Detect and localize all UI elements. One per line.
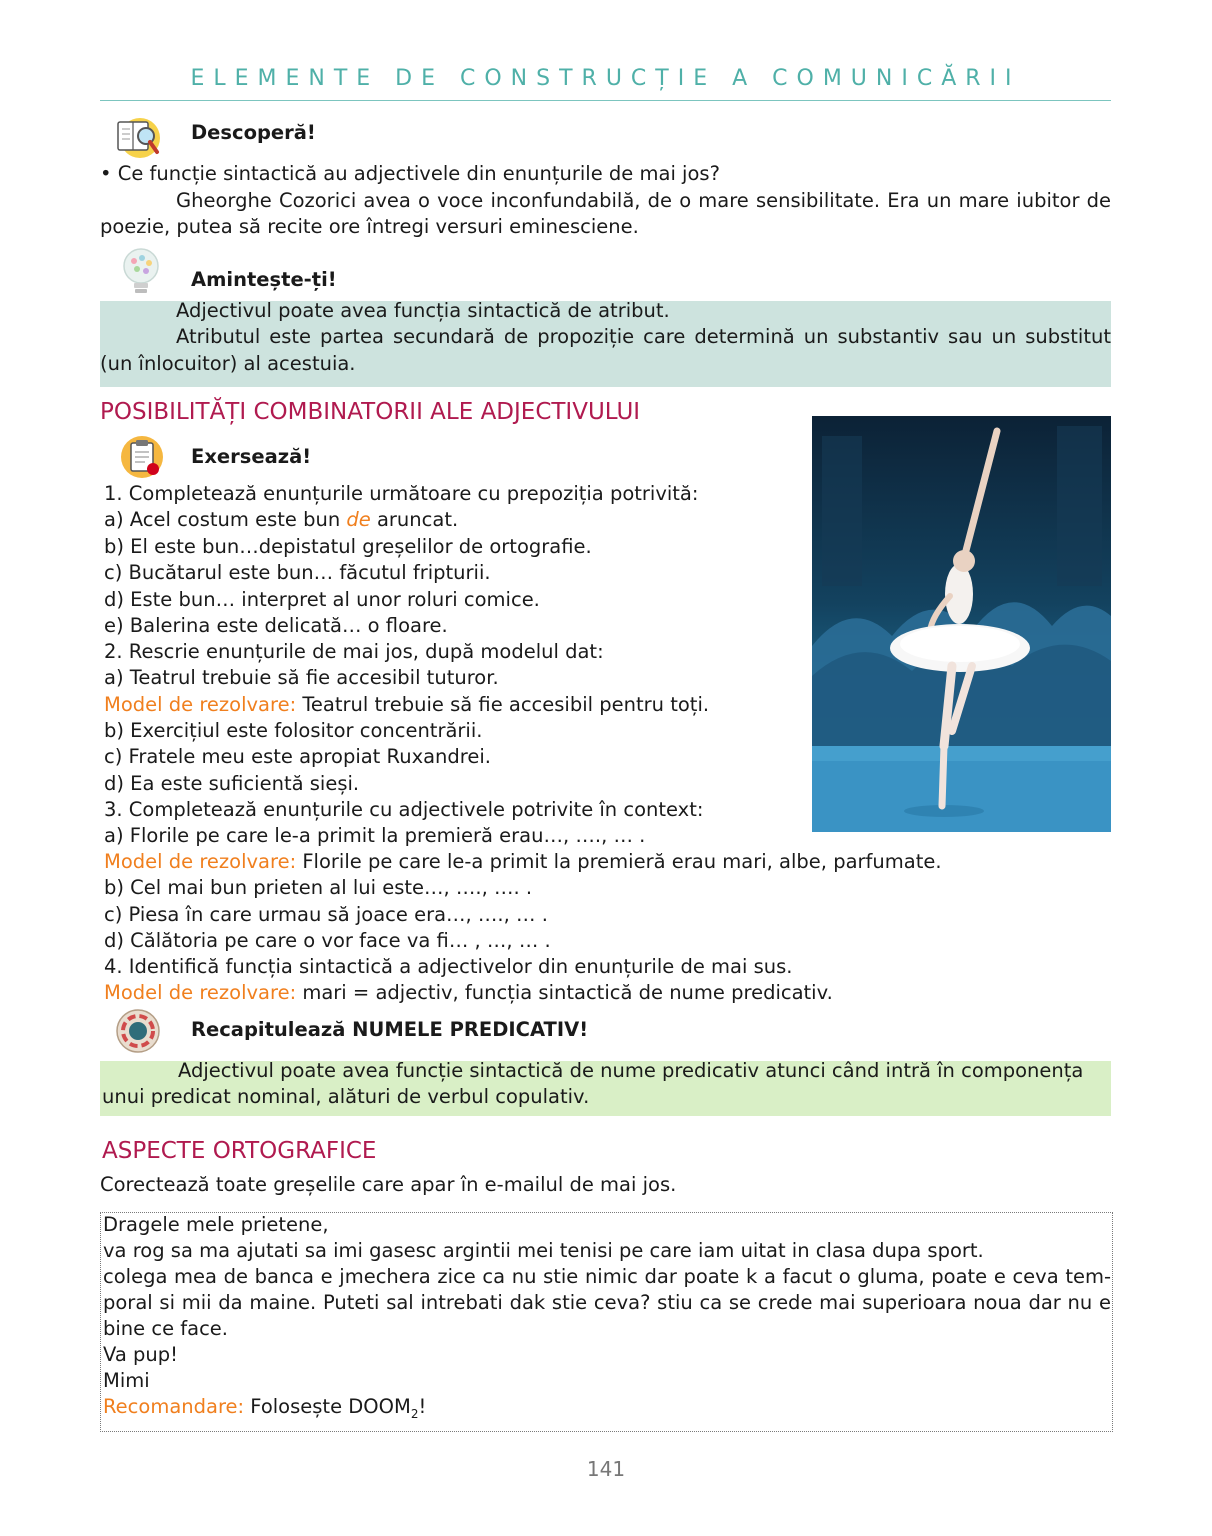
ex3-b: b) Cel mai bun prieten al lui este…, …., …. . bbox=[104, 876, 533, 899]
ortografice-instruction: Corectează toate greșelile care apar în e-mailul de mai jos. bbox=[100, 1173, 677, 1196]
ex1-e: e) Balerina este delicată… o floare. bbox=[104, 614, 448, 637]
aminteste-line3: (un înlocuitor) al acestuia. bbox=[100, 352, 356, 375]
recommend-end: ! bbox=[418, 1395, 427, 1418]
ex4-title: 4. Identifică funcția sintactică a adjectivelor din enunțurile de mai sus. bbox=[104, 955, 793, 978]
ex3-c: c) Piesa în care urmau să joace era…, …., … . bbox=[104, 903, 548, 926]
lightbulb-icon bbox=[120, 247, 162, 299]
email-line5: bine ce face. bbox=[103, 1317, 228, 1340]
section-title-combinatorii: POSIBILITĂȚI COMBINATORII ALE ADJECTIVULUI bbox=[100, 399, 641, 425]
aminteste-title: Amintește-ți! bbox=[191, 268, 337, 291]
ex1-b: b) El este bun…depistatul greșelilor de ortografie. bbox=[104, 535, 592, 558]
ex2-model bbox=[104, 692, 709, 719]
descopera-text-line1: Gheorghe Cozorici avea o voce inconfundabilă, de o mare sensibilitate. Era un mare iubitor de bbox=[176, 189, 1111, 212]
ex2-b: b) Exercițiul este folositor concentrării. bbox=[104, 719, 483, 742]
recapituleaza-title: Recapitulează NUMELE PREDICATIV! bbox=[191, 1018, 589, 1041]
email-line1: Dragele mele prietene, bbox=[103, 1213, 329, 1236]
descopera-question: • Ce funcție sintactică au adjectivele din enunțurile de mai jos? bbox=[100, 162, 720, 185]
descopera-title: Descoperă! bbox=[191, 121, 316, 144]
model-label: Model de rezolvare: bbox=[104, 850, 297, 873]
recapituleaza-line1: Adjectivul poate avea funcție sintactică de nume predicativ atunci când intră în componența bbox=[178, 1059, 1084, 1082]
ex2-title: 2. Rescrie enunțurile de mai jos, după modelul dat: bbox=[104, 640, 604, 663]
section-title-ortografice: ASPECTE ORTOGRAFICE bbox=[102, 1138, 377, 1164]
aminteste-line1: Adjectivul poate avea funcția sintactică de atribut. bbox=[176, 299, 670, 322]
ex3-title: 3. Completează enunțurile cu adjectivele potrivite în context: bbox=[104, 798, 704, 821]
descopera-text-line2: poezie, putea să recite ore întregi versuri eminesciene. bbox=[100, 215, 639, 238]
email-recommend bbox=[103, 1394, 426, 1427]
recommend-sub: 2 bbox=[410, 1406, 419, 1421]
ex3-model bbox=[104, 849, 942, 876]
email-line3: colega mea de banca e jmechera zice ca nu stie nimic dar poate k a facut o gluma, poate e ceva tem- bbox=[103, 1265, 1111, 1288]
page-number: 141 bbox=[586, 1457, 626, 1481]
ex3-a: a) Florile pe care le-a primit la premieră erau…, …., … . bbox=[104, 824, 646, 847]
ex2-model-text: Teatrul trebuie să fie accesibil pentru toți. bbox=[296, 693, 710, 716]
ex1-d: d) Este bun… interpret al unor roluri comice. bbox=[104, 588, 540, 611]
header-divider bbox=[100, 100, 1111, 101]
recommend-text: Folosește DOOM bbox=[244, 1395, 411, 1418]
ex4-model bbox=[104, 980, 833, 1007]
recapituleaza-line2: unui predicat nominal, alături de verbul copulativ. bbox=[102, 1085, 590, 1108]
ex3-model-text: Florile pe care le-a primit la premieră erau mari, albe, parfumate. bbox=[296, 850, 942, 873]
ballerina-photo bbox=[812, 416, 1111, 832]
ex1-a-answer: de bbox=[346, 508, 371, 531]
clipboard-icon bbox=[120, 434, 166, 480]
ex2-d: d) Ea este suficientă sieși. bbox=[104, 772, 360, 795]
email-line4: poral si mii da maine. Puteti sal intrebati dak stie ceva? stiu ca se crede mai superioara noua dar nu e bbox=[103, 1291, 1111, 1314]
aminteste-line2: Atributul este partea secundară de propoziție care determină un substantiv sau un substitut bbox=[176, 325, 1111, 348]
running-header: ELEMENTE DE CONSTRUCȚIE A COMUNICĂRII bbox=[190, 66, 1021, 91]
ex2-a: a) Teatrul trebuie să fie accesibil tuturor. bbox=[104, 666, 499, 689]
ex4-model-text: mari = adjectiv, funcția sintactică de nume predicativ. bbox=[296, 981, 833, 1004]
recommend-label: Recomandare: bbox=[103, 1395, 245, 1418]
ex3-d: d) Călătoria pe care o vor face va fi… , …, … . bbox=[104, 929, 551, 952]
email-line7: Mimi bbox=[103, 1369, 150, 1392]
ex1-a bbox=[104, 507, 458, 534]
ex1-a-post: aruncat. bbox=[370, 508, 459, 531]
ex1-c: c) Bucătarul este bun… făcutul fripturii. bbox=[104, 561, 491, 584]
email-line6: Va pup! bbox=[103, 1343, 178, 1366]
model-label: Model de rezolvare: bbox=[104, 981, 297, 1004]
book-magnifier-icon bbox=[114, 114, 162, 160]
ex1-title: 1. Completează enunțurile următoare cu prepoziția potrivită: bbox=[104, 482, 699, 505]
recap-circle-icon bbox=[115, 1008, 161, 1054]
model-label: Model de rezolvare: bbox=[104, 693, 297, 716]
exerseaza-title: Exersează! bbox=[191, 445, 312, 468]
email-line2: va rog sa ma ajutati sa imi gasesc argintii mei tenisi pe care iam uitat in clasa dupa sport. bbox=[103, 1239, 984, 1262]
ex2-c: c) Fratele meu este apropiat Ruxandrei. bbox=[104, 745, 491, 768]
ex1-a-pre: a) Acel costum este bun bbox=[104, 508, 347, 531]
